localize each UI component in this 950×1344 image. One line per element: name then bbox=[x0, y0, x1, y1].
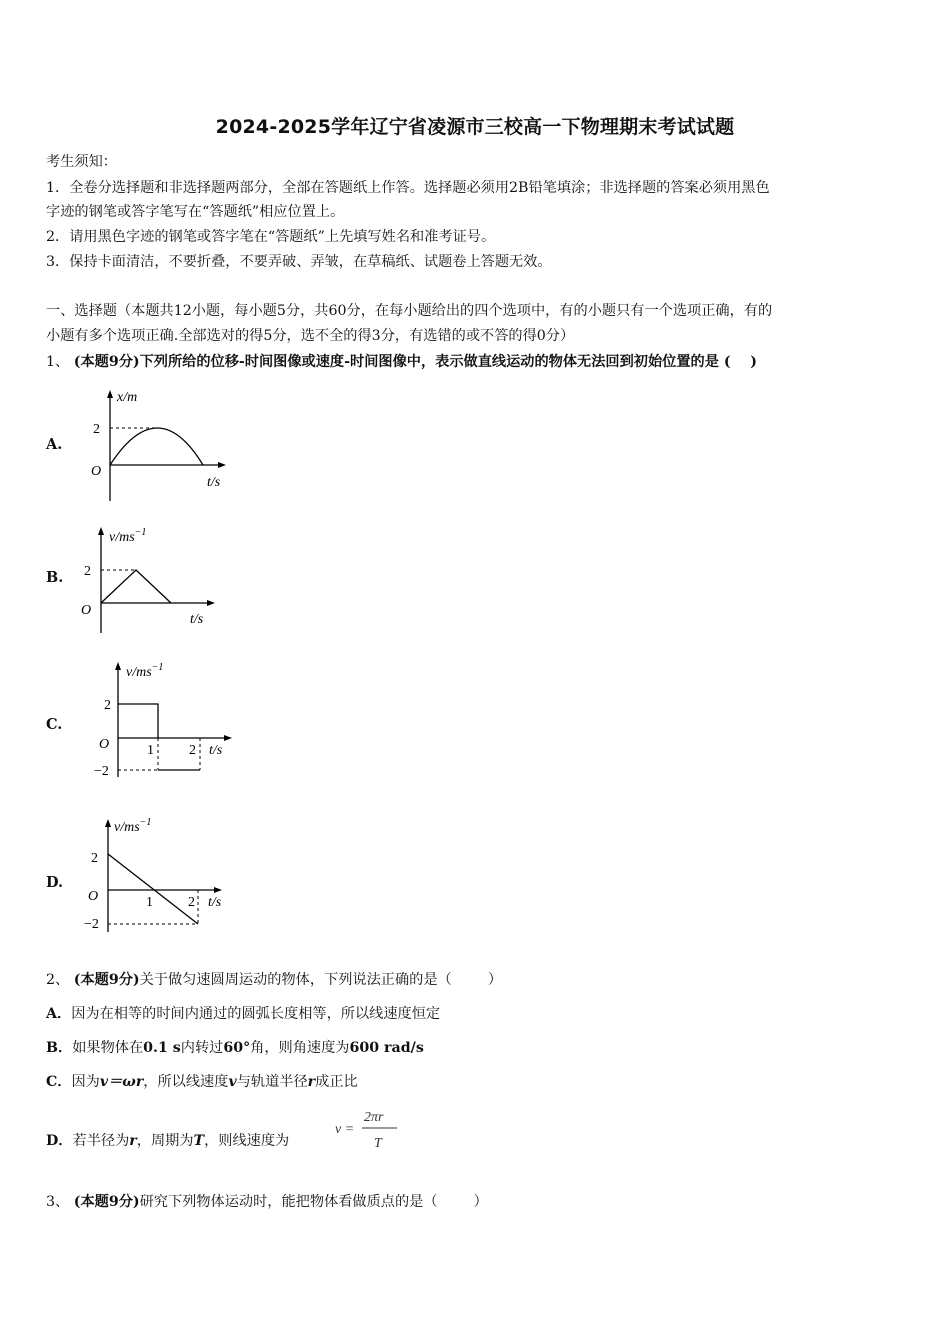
y-tick-label: 2 bbox=[104, 698, 111, 713]
q2-option-a[interactable] bbox=[46, 1004, 440, 1024]
question-1 bbox=[46, 352, 757, 372]
option-text: 内转过 bbox=[180, 1040, 224, 1056]
y-axis-label: $v/ms^{-1}$ bbox=[126, 662, 164, 680]
question-score-tag: (本题9分) bbox=[73, 972, 140, 988]
x-axis-label: t/s bbox=[209, 743, 223, 758]
option-text: ，所以线速度 bbox=[143, 1074, 229, 1090]
option-label: A． bbox=[46, 1006, 72, 1022]
option-c-label[interactable]: C. bbox=[46, 716, 63, 733]
option-symbol: v bbox=[228, 1074, 237, 1090]
question-2 bbox=[46, 970, 502, 990]
y-axis-label: $v/ms^{-1}$ bbox=[114, 817, 152, 835]
question-score-tag: (本题9分) bbox=[73, 354, 140, 370]
graph-c bbox=[92, 655, 242, 780]
option-text: 因为 bbox=[71, 1074, 100, 1090]
option-label: B． bbox=[46, 1040, 73, 1056]
velocity-positive bbox=[118, 704, 158, 738]
question-3 bbox=[46, 1192, 488, 1212]
x-tick-label: 2 bbox=[189, 743, 196, 758]
formula-numerator: 2πr bbox=[364, 1110, 384, 1125]
question-text: 研究下列物体运动时，能把物体看做质点的是（ ） bbox=[139, 1194, 488, 1210]
notice-heading: 考生须知： bbox=[46, 154, 117, 170]
q2-option-c[interactable] bbox=[46, 1072, 358, 1092]
option-a-label[interactable]: A. bbox=[46, 436, 63, 453]
x-axis-arrow-icon bbox=[207, 600, 215, 606]
origin-label: O bbox=[91, 464, 102, 479]
y-axis-arrow-icon bbox=[105, 819, 111, 827]
option-text: 与轨道半径 bbox=[236, 1074, 308, 1090]
velocity-formula bbox=[334, 1104, 404, 1152]
question-score-tag: (本题9分) bbox=[73, 1194, 140, 1210]
option-text: 如果物体在 bbox=[72, 1040, 144, 1056]
q2-option-b[interactable] bbox=[46, 1038, 424, 1058]
page-title: 2024-2025学年辽宁省凌源市三校高一下物理期末考试试题 bbox=[215, 116, 735, 138]
formula-denominator: T bbox=[374, 1136, 382, 1151]
y-tick-label: −2 bbox=[94, 764, 109, 779]
option-label: D． bbox=[46, 1133, 73, 1149]
x-axis-arrow-icon bbox=[224, 735, 232, 741]
velocity-line bbox=[101, 570, 171, 603]
question-number: 2、 bbox=[46, 972, 70, 988]
question-number: 3、 bbox=[46, 1194, 70, 1210]
formula-lhs: v = bbox=[335, 1122, 355, 1137]
x-axis-label: t/s bbox=[207, 475, 221, 490]
x-tick-label: 1 bbox=[146, 895, 153, 910]
y-axis-arrow-icon bbox=[98, 527, 104, 535]
q2-option-d[interactable] bbox=[46, 1131, 289, 1151]
option-symbol: r bbox=[129, 1133, 137, 1149]
y-tick-label: −2 bbox=[84, 917, 99, 932]
y-axis-label: $v/ms^{-1}$ bbox=[109, 527, 147, 545]
x-axis-label: t/s bbox=[190, 612, 204, 627]
option-text: 若半径为 bbox=[72, 1133, 130, 1149]
option-label: C． bbox=[46, 1074, 72, 1090]
section-header-line: 一、选择题（本题共12小题，每小题5分，共60分，在每小题给出的四个选项中，有的小题只有一个选项正确，有的 bbox=[46, 303, 773, 319]
x-axis-label: t/s bbox=[208, 895, 222, 910]
question-number: 1、 bbox=[46, 354, 70, 370]
notice-item: 3．保持卡面清洁，不要折叠，不要弄破、弄皱，在草稿纸、试题卷上答题无效。 bbox=[46, 254, 552, 270]
x-tick-label: 2 bbox=[188, 895, 195, 910]
graph-b bbox=[75, 520, 225, 635]
velocity-line bbox=[108, 854, 198, 924]
option-symbol: T bbox=[193, 1133, 205, 1149]
option-text: 成正比 bbox=[315, 1074, 358, 1090]
option-symbol: r bbox=[307, 1074, 316, 1090]
notice-item: 2．请用黑色字迹的钢笔或答字笔在“答题纸”上先填写姓名和准考证号。 bbox=[46, 229, 496, 245]
origin-label: O bbox=[81, 603, 92, 618]
y-tick-label: 2 bbox=[84, 564, 91, 579]
option-text: ，周期为 bbox=[136, 1133, 194, 1149]
question-text: 关于做匀速圆周运动的物体，下列说法正确的是（ ） bbox=[139, 972, 503, 988]
y-tick-label: 2 bbox=[93, 422, 100, 437]
option-text: ，则线速度为 bbox=[204, 1133, 290, 1149]
curve bbox=[110, 428, 203, 465]
section-header-line: 小题有多个选项正确.全部选对的得5分，选不全的得3分，有选错的或不答的得0分） bbox=[46, 328, 575, 344]
x-axis-arrow-icon bbox=[218, 462, 226, 468]
origin-label: O bbox=[99, 737, 110, 752]
option-text: 角，则角速度为 bbox=[250, 1040, 350, 1056]
option-text: 因为在相等的时间内通过的圆弧长度相等，所以线速度恒定 bbox=[71, 1006, 441, 1022]
y-tick-label: 2 bbox=[91, 851, 98, 866]
option-value: 60° bbox=[223, 1040, 251, 1056]
option-value: 600 rad/s bbox=[349, 1040, 424, 1056]
x-axis-arrow-icon bbox=[214, 887, 222, 893]
notice-item: 1．全卷分选择题和非选择题两部分，全部在答题纸上作答。选择题必须用2B铅笔填涂；非选择题的答案必须用黑色 bbox=[46, 180, 770, 196]
option-b-label[interactable]: B. bbox=[46, 569, 64, 586]
option-d-label[interactable]: D. bbox=[46, 874, 64, 891]
graph-a bbox=[85, 383, 235, 508]
y-axis-label: x/m bbox=[117, 390, 138, 405]
x-tick-label: 1 bbox=[147, 743, 154, 758]
notice-item: 字迹的钢笔或答字笔写在“答题纸”相应位置上。 bbox=[46, 204, 345, 220]
option-formula: v＝ωr bbox=[99, 1074, 144, 1090]
origin-label: O bbox=[88, 889, 99, 904]
question-text: 下列所给的位移-时间图像或速度-时间图像中，表示做直线运动的物体无法回到初始位置的是 ( ) bbox=[139, 354, 758, 370]
graph-d bbox=[82, 812, 232, 937]
option-value: 0.1 s bbox=[143, 1040, 181, 1056]
y-axis-arrow-icon bbox=[115, 662, 121, 670]
y-axis-arrow-icon bbox=[107, 390, 113, 398]
